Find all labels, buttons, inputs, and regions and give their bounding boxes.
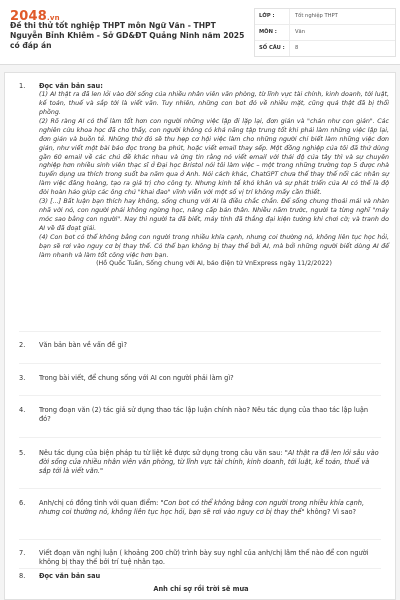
passage-paragraph: (4) Con bot có thể không bằng con người trong nhiều khía cạnh, nhưng coi thường nó, không liên tục học hỏi, bạn sẽ rơi vào nguy cơ bị thay thế. Có thể bạn không bị thay thế bởi AI, mà bởi những người biết dùng AI để làm nhanh và làm tốt công việc hơn bạn. (39, 233, 389, 259)
meta-key: MÔN : (255, 25, 290, 40)
divider (19, 437, 381, 438)
question-number: 1. (19, 82, 26, 90)
divider (19, 539, 381, 540)
question-text: Văn bản bàn về vấn đề gì? (39, 341, 127, 349)
divider (19, 395, 381, 396)
question-heading: Đọc văn bản sau (39, 572, 101, 580)
page-header (0, 0, 400, 65)
question-number: 5. (19, 449, 26, 457)
question-text: Viết đoạn văn nghị luận ( khoảng 200 chữ) trình bày suy nghĩ của anh/chị lâm thế nào để con người không bị thay thế bởi trí tuệ nhân tạo. (39, 549, 369, 567)
question-text (39, 499, 379, 517)
question-number: 7. (19, 549, 26, 557)
divider (19, 331, 381, 332)
passage-paragraph: (2) Rõ ràng AI có thể làm tốt hơn con người những việc lặp đi lặp lại, đơn giản và "chán như con gián". Các nghiên cứu khoa học đã cho thấy, con người không có khả năng tập trung tốt khi phải làm những việc lặp lại, đơn giản và buồn tẻ. Những thứ đó sẽ thu hẹp cơ hội việc làm cho những người chỉ biết làm những việc đơn giản, như viết một bài báo đọc trong ba phút, hoặc viết email thay sếp. Một đồng nghiệp của tôi đã thử dùng gần 60 email về các chủ đề khác nhau và ứng tin rằng nó viết email với thái độ của tây thì và sự chuyên nghiệp hơn nhiều sinh viên thạc sĩ ở Đại học Bristol nói tôi làm việc – một trong những trường top 5 được nhà tuyển dụng ưa thích trong suốt ba năm qua ở Anh. Nói cách khác, ChatGPT chưa thể thay thế nổi các nhân sự làm việc đăng hoàng, tạo ra giá trị cho công ty. Nhưng kinh tế khó khăn và sự phát triển của AI có thể là độ đòi hoàn hảo giúp các ông chủ "khai đao" vĩnh viễn với một số vị trí không mấy cần thiết. (39, 117, 389, 197)
meta-value: Tốt nghiệp THPT (295, 13, 338, 19)
exam-title: Đề thi thử tốt nghiệp THPT môn Ngữ Văn - THPT Nguyễn Bỉnh Khiêm - Sở GD&ĐT Quảng Ninh năm 2025 có đáp án (10, 21, 245, 51)
divider (19, 568, 381, 569)
question-number: 4. (19, 406, 26, 414)
passage-paragraph: (1) AI thật ra đã len lỏi vào đời sống của nhiều nhân viên văn phòng, từ lĩnh vực tài chính, kinh doanh, tới luật, kế toán, thuế và sắp tới là viết văn. Tuy nhiên, những con bot đó về nhiều mặt, cũng quá thật đã bị thổi phồng. (39, 91, 389, 117)
meta-key: SỐ CÂU : (255, 41, 290, 56)
question-suffix: không? Vì sao? (304, 508, 357, 517)
question-text (39, 449, 379, 477)
meta-value: 8 (295, 45, 299, 51)
reading-passage (39, 82, 389, 269)
question-heading: Đọc văn bản sau: (39, 82, 103, 90)
question-number: 2. (19, 341, 26, 349)
question-prefix: Nêu tác dụng của biện pháp tu từ liệt kê được sử dụng trong câu văn sau: (39, 449, 285, 457)
divider (19, 488, 381, 489)
passage-source: (Hồ Quốc Tuấn, Sống chung với AI, báo điện tử VnExpress ngày 11/2/2022) (96, 260, 332, 268)
question-quote: "Con bot có thể không bằng con người trong nhiều khía cạnh, nhưng coi thường nó, không liên tục học hỏi, bạn sẽ rơi vào nguy cơ bị thay thế" (39, 499, 365, 517)
divider (19, 363, 381, 364)
logo-suffix: .vn (46, 14, 60, 22)
meta-value: Văn (295, 29, 306, 35)
passage-paragraph: (3) [...] Bất luận bạn thích hay không, sống chung với AI là điều chắc chắn. Để sống chung thoải mái và nhàn nhã với nó, con người phải không ngừng học, nâng cấp bản thân. Nhiều năm trước, người ta từng nghĩ "máy móc sao bằng con người". Nay thì người ta đã biết, máy tính đã thắng đại kiện tướng khi chơi cờ; và tranh do AI vẽ đã đoạt giải. (39, 198, 389, 232)
poem-title: Anh chỉ sợ rồi trời sẽ mưa (153, 585, 249, 593)
question-number: 8. (19, 572, 26, 580)
meta-row-count (255, 41, 395, 56)
question-number: 3. (19, 374, 26, 382)
question-text: Trong đoạn văn (2) tác giả sử dụng thao tác lập luận chính nào? Nêu tác dụng của thao tác lập luận đó? (39, 406, 369, 424)
question-quote: "AI thật ra đã len lỏi sâu vào đời sống của nhiều nhân viên văn phòng, từ lĩnh vực tài chính, kinh doanh, tới luật, kế toán, thuế và sắp tới là viết văn." (39, 449, 379, 476)
question-prefix: Anh/chị có đồng tình với quan điểm: (39, 499, 161, 507)
meta-row-class (255, 9, 395, 25)
meta-row-subject (255, 25, 395, 41)
exam-meta-table (254, 8, 396, 57)
question-list (4, 72, 396, 600)
meta-key: LỚP : (255, 9, 290, 24)
question-number: 6. (19, 499, 26, 507)
logo-text: 2048 (10, 9, 47, 24)
question-text: Trong bài viết, để chung sống với AI con người phải làm gì? (39, 374, 234, 382)
